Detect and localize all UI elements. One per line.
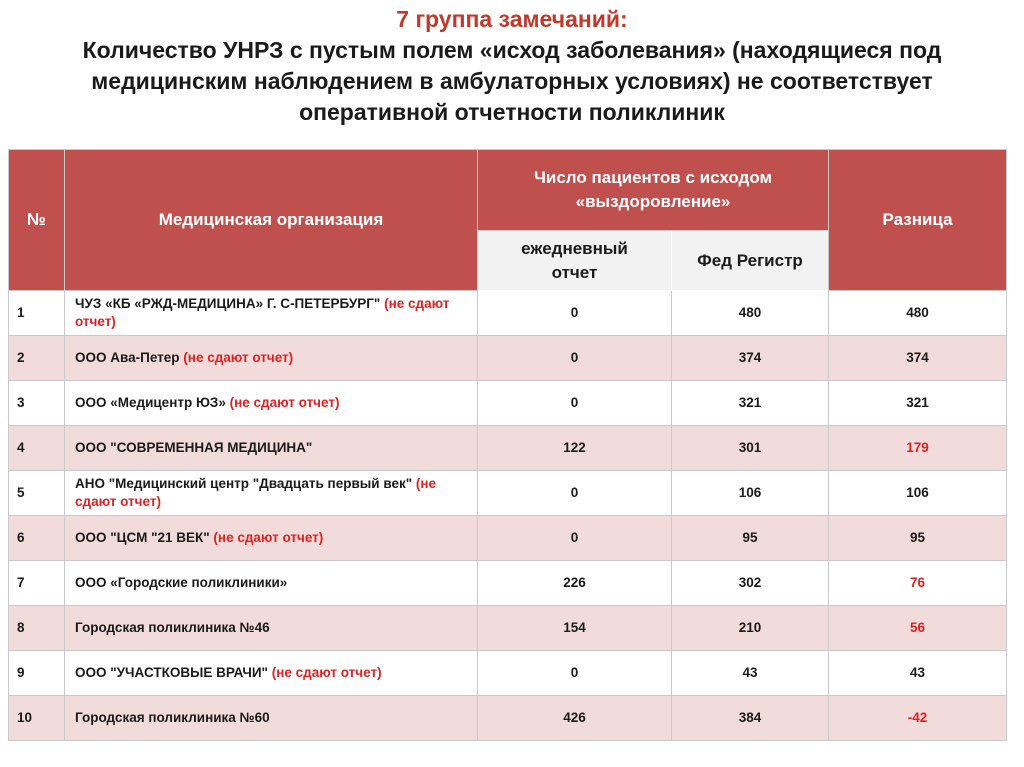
cell-number: 7 — [9, 561, 65, 606]
organization-name: ООО «Медицентр ЮЗ» — [75, 395, 226, 410]
cell-number: 5 — [9, 471, 65, 516]
organization-name: Городская поликлиника №46 — [75, 620, 270, 635]
cell-fed-register: 480 — [672, 291, 829, 336]
cell-number: 8 — [9, 606, 65, 651]
cell-fed-register: 384 — [672, 696, 829, 741]
missing-report-note: (не сдают отчет) — [75, 476, 437, 509]
cell-organization — [65, 471, 478, 516]
cell-difference: 321 — [829, 381, 1007, 426]
table-body — [9, 291, 1007, 741]
cell-organization — [65, 696, 478, 741]
title-line-2: Количество УНРЗ с пустым полем «исход заболевания» (находящиеся под — [82, 37, 942, 63]
organization-name: ООО "ЦСМ "21 ВЕК" — [75, 530, 210, 545]
table-row — [9, 291, 1007, 336]
cell-daily-report: 0 — [478, 381, 672, 426]
table-row — [9, 381, 1007, 426]
organization-name: АНО "Медицинский центр "Двадцать первый век" — [75, 476, 413, 491]
organization-name: ООО «Городские поликлиники» — [75, 575, 288, 590]
cell-difference: 374 — [829, 336, 1007, 381]
table-row — [9, 516, 1007, 561]
header-difference: Разница — [829, 150, 1007, 291]
cell-difference: 76 — [829, 561, 1007, 606]
cell-difference: 43 — [829, 651, 1007, 696]
title-line-4: оперативной отчетности поликлиник — [299, 99, 725, 125]
missing-report-note: (не сдают отчет) — [271, 665, 382, 680]
cell-daily-report: 226 — [478, 561, 672, 606]
cell-fed-register: 210 — [672, 606, 829, 651]
cell-difference: 56 — [829, 606, 1007, 651]
organization-name: ООО Ава-Петер — [75, 350, 180, 365]
cell-organization — [65, 381, 478, 426]
header-number: № — [9, 150, 65, 291]
cell-daily-report: 0 — [478, 651, 672, 696]
table-row — [9, 426, 1007, 471]
organization-name: ЧУЗ «КБ «РЖД-МЕДИЦИНА» Г. С-ПЕТЕРБУРГ" — [75, 296, 381, 311]
data-table — [8, 149, 1007, 741]
table-row — [9, 336, 1007, 381]
cell-difference: -42 — [829, 696, 1007, 741]
cell-difference: 480 — [829, 291, 1007, 336]
cell-organization — [65, 426, 478, 471]
cell-daily-report: 0 — [478, 336, 672, 381]
cell-difference: 179 — [829, 426, 1007, 471]
cell-daily-report: 426 — [478, 696, 672, 741]
cell-fed-register: 43 — [672, 651, 829, 696]
header-patients: Число пациентов с исходом «выздоровление» — [478, 150, 829, 231]
missing-report-note: (не сдают отчет) — [183, 350, 294, 365]
table-row — [9, 606, 1007, 651]
cell-number: 4 — [9, 426, 65, 471]
header-organization: Медицинская организация — [65, 150, 478, 291]
organization-name: ООО "УЧАСТКОВЫЕ ВРАЧИ" — [75, 665, 268, 680]
title-group-label: 7 группа замечаний: — [396, 6, 628, 32]
cell-organization — [65, 561, 478, 606]
cell-number: 1 — [9, 291, 65, 336]
cell-daily-report: 0 — [478, 471, 672, 516]
cell-difference: 106 — [829, 471, 1007, 516]
table-row — [9, 561, 1007, 606]
cell-daily-report: 154 — [478, 606, 672, 651]
cell-daily-report: 0 — [478, 291, 672, 336]
cell-fed-register: 321 — [672, 381, 829, 426]
cell-fed-register: 302 — [672, 561, 829, 606]
cell-daily-report: 122 — [478, 426, 672, 471]
missing-report-note: (не сдают отчет) — [229, 395, 340, 410]
cell-organization — [65, 336, 478, 381]
cell-fed-register: 95 — [672, 516, 829, 561]
organization-name: ООО "СОВРЕМЕННАЯ МЕДИЦИНА" — [75, 440, 313, 455]
cell-number: 3 — [9, 381, 65, 426]
header-daily-report: ежедневный отчет — [478, 231, 672, 291]
cell-number: 10 — [9, 696, 65, 741]
cell-daily-report: 0 — [478, 516, 672, 561]
organization-name: Городская поликлиника №60 — [75, 710, 270, 725]
cell-number: 9 — [9, 651, 65, 696]
cell-number: 6 — [9, 516, 65, 561]
missing-report-note: (не сдают отчет) — [75, 296, 450, 329]
table-row — [9, 471, 1007, 516]
cell-organization — [65, 606, 478, 651]
cell-organization — [65, 651, 478, 696]
table-row — [9, 696, 1007, 741]
missing-report-note: (не сдают отчет) — [213, 530, 324, 545]
cell-fed-register: 106 — [672, 471, 829, 516]
cell-fed-register: 301 — [672, 426, 829, 471]
cell-organization — [65, 291, 478, 336]
table-row — [9, 651, 1007, 696]
cell-organization — [65, 516, 478, 561]
slide-title — [0, 4, 1024, 128]
title-line-3: медицинским наблюдением в амбулаторных условиях) не соответствует — [91, 68, 933, 94]
cell-fed-register: 374 — [672, 336, 829, 381]
cell-number: 2 — [9, 336, 65, 381]
header-fed-register: Фед Регистр — [672, 231, 829, 291]
cell-difference: 95 — [829, 516, 1007, 561]
